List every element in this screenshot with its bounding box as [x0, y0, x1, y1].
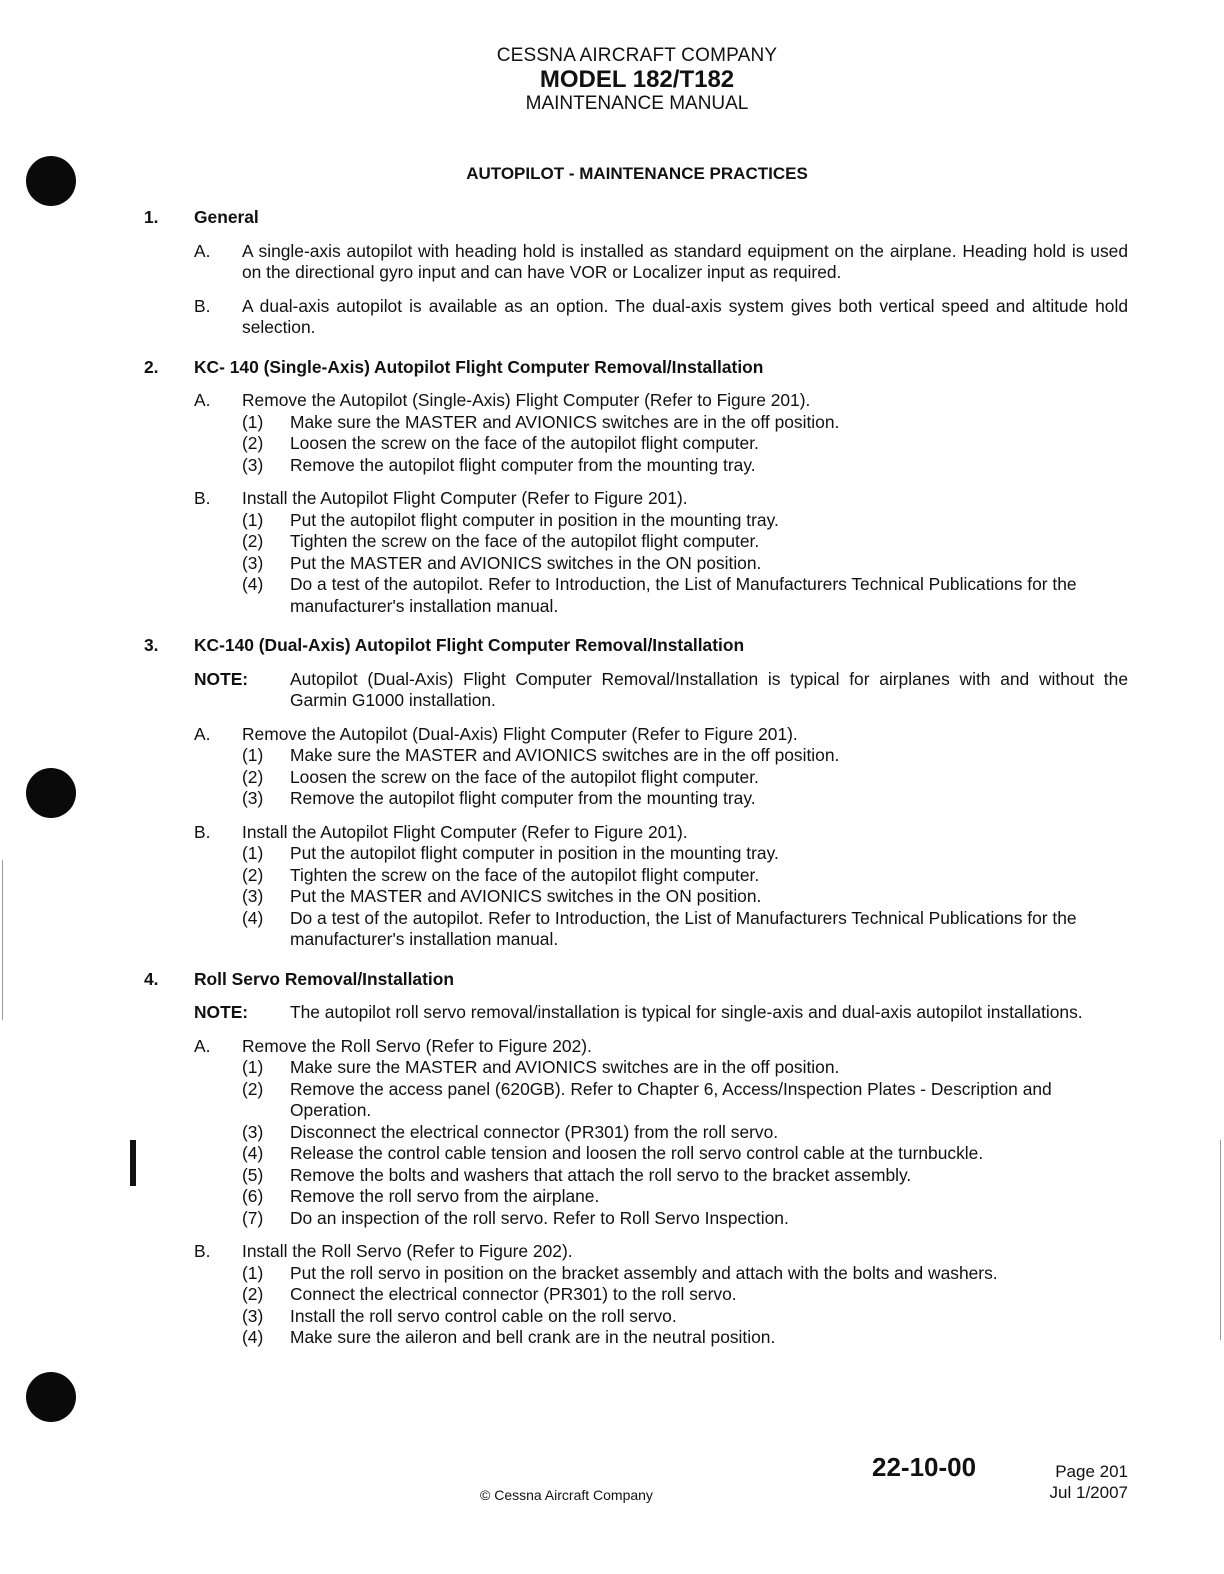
right-edge-mark — [1220, 1140, 1221, 1340]
step — [242, 1306, 1128, 1328]
step-text: Make sure the aileron and bell crank are in the neutral position. — [290, 1327, 776, 1347]
step-text: Make sure the MASTER and AVIONICS switches are in the off position. — [290, 1057, 840, 1077]
paragraph-letter: A. — [194, 240, 211, 261]
step-text: Remove the access panel (620GB). Refer to Chapter 6, Access/Inspection Plates - Description and Operation. — [290, 1078, 1052, 1120]
note-label: NOTE: — [194, 668, 249, 689]
step-number: (4) — [242, 574, 264, 594]
paragraph-text: Remove the Roll Servo (Refer to Figure 202). — [242, 1035, 592, 1056]
step — [242, 1327, 1128, 1349]
section-heading — [144, 207, 1128, 229]
step-text: Tighten the screw on the face of the autopilot flight computer. — [290, 531, 760, 551]
step — [242, 1122, 1128, 1144]
step-number: (1) — [242, 1057, 264, 1077]
section-roll-servo — [144, 969, 1128, 1349]
note — [194, 669, 1128, 712]
step-number: (1) — [242, 1262, 264, 1283]
section-single-axis — [144, 357, 1128, 618]
section-title: Roll Servo Removal/Installation — [194, 968, 454, 989]
paragraph-text: Install the Roll Servo (Refer to Figure 202). — [242, 1241, 573, 1261]
step — [242, 1186, 1128, 1208]
section-heading — [144, 357, 1128, 379]
step-number: (2) — [242, 864, 264, 885]
step-text: Remove the roll servo from the airplane. — [290, 1186, 600, 1206]
step — [242, 767, 1128, 789]
step-number: (1) — [242, 509, 264, 530]
section-dual-axis — [144, 635, 1128, 951]
step-number: (2) — [242, 1284, 264, 1304]
step-text: Remove the autopilot flight computer from the mounting tray. — [290, 454, 756, 475]
section-heading — [144, 969, 1128, 991]
section-number: 2. — [144, 356, 159, 377]
step-number: (1) — [242, 411, 264, 432]
step — [242, 1208, 1128, 1230]
step — [242, 745, 1128, 767]
section-number: 4. — [144, 968, 159, 989]
step — [242, 510, 1128, 532]
revision-change-bar — [130, 1140, 136, 1186]
company-name: CESSNA AIRCRAFT COMPANY — [496, 45, 778, 66]
step-number: (3) — [242, 886, 264, 906]
model-title: MODEL 182/T182 — [539, 66, 735, 93]
section-general — [144, 207, 1128, 339]
step-number: (3) — [242, 1121, 264, 1142]
paragraph-letter: B. — [194, 488, 211, 508]
paragraph-text: A single-axis autopilot with heading hold is installed as standard equipment on the airplane. Heading hold is used on the directional gyro input and can have VOR or Localizer input as required. — [242, 240, 1128, 282]
paragraph — [194, 390, 1128, 476]
page-header — [0, 44, 1224, 115]
step-text: Put the autopilot flight computer in position in the mounting tray. — [290, 843, 779, 863]
step-text: Do a test of the autopilot. Refer to Introduction, the List of Manufacturers Technical Publications for the manufacturer's installation manual. — [290, 907, 1077, 949]
note-text: Autopilot (Dual-Axis) Flight Computer Removal/Installation is typical for airplanes with and without the Garmin G1000 installation. — [290, 668, 1128, 710]
paragraph — [194, 241, 1128, 284]
step-text: Do a test of the autopilot. Refer to Introduction, the List of Manufacturers Technical Publications for the manufacturer's installation manual. — [290, 574, 1077, 616]
step-number: (4) — [242, 1327, 264, 1347]
paragraph-letter: A. — [194, 723, 211, 744]
paragraph — [194, 822, 1128, 951]
step — [242, 1057, 1128, 1079]
step — [242, 1079, 1128, 1122]
step — [242, 455, 1128, 477]
paragraph-text: Remove the Autopilot (Dual-Axis) Flight Computer (Refer to Figure 201). — [242, 723, 798, 744]
section-heading — [144, 635, 1128, 657]
note-label: NOTE: — [194, 1002, 249, 1022]
step — [242, 412, 1128, 434]
section-title: KC- 140 (Single-Axis) Autopilot Flight Computer Removal/Installation — [194, 356, 764, 377]
paragraph-text: Install the Autopilot Flight Computer (Refer to Figure 201). — [242, 488, 688, 508]
page-number: Page 201 — [1055, 1462, 1128, 1481]
step — [242, 574, 1128, 617]
paragraph-letter: B. — [194, 821, 211, 842]
section-title: General — [194, 207, 259, 227]
page-title: AUTOPILOT - MAINTENANCE PRACTICES — [466, 164, 808, 183]
step — [242, 865, 1128, 887]
step-number: (2) — [242, 531, 264, 551]
step — [242, 531, 1128, 553]
step-text: Do an inspection of the roll servo. Refer to Roll Servo Inspection. — [290, 1207, 789, 1228]
step — [242, 1143, 1128, 1165]
paragraph-text: Install the Autopilot Flight Computer (Refer to Figure 201). — [242, 821, 688, 842]
paragraph-text: Remove the Autopilot (Single-Axis) Flight Computer (Refer to Figure 201). — [242, 390, 811, 410]
step-text: Disconnect the electrical connector (PR301) from the roll servo. — [290, 1121, 779, 1142]
step-number: (2) — [242, 766, 264, 787]
step — [242, 1165, 1128, 1187]
step-text: Tighten the screw on the face of the autopilot flight computer. — [290, 864, 760, 885]
paragraph-text: A dual-axis autopilot is available as an option. The dual-axis system gives both vertical speed and altitude hold selection. — [242, 295, 1128, 337]
step — [242, 1284, 1128, 1306]
step-text: Put the roll servo in position on the bracket assembly and attach with the bolts and washers. — [290, 1262, 998, 1283]
step-text: Put the MASTER and AVIONICS switches in the ON position. — [290, 886, 762, 906]
step-number: (7) — [242, 1207, 264, 1228]
step — [242, 553, 1128, 575]
step — [242, 843, 1128, 865]
step-text: Loosen the screw on the face of the autopilot flight computer. — [290, 766, 759, 787]
paragraph-letter: B. — [194, 1241, 211, 1261]
step — [242, 433, 1128, 455]
section-number: 3. — [144, 635, 159, 655]
step-number: (1) — [242, 843, 264, 863]
section-number: 1. — [144, 207, 159, 227]
paragraph — [194, 296, 1128, 339]
step-number: (6) — [242, 1186, 264, 1206]
paragraph — [194, 488, 1128, 617]
step-text: Put the MASTER and AVIONICS switches in the ON position. — [290, 552, 762, 573]
paragraph-letter: A. — [194, 1035, 211, 1056]
binder-hole-middle — [26, 768, 76, 818]
step-text: Connect the electrical connector (PR301) to the roll servo. — [290, 1284, 737, 1304]
step-number: (5) — [242, 1164, 264, 1185]
section-title: KC-140 (Dual-Axis) Autopilot Flight Computer Removal/Installation — [194, 635, 745, 655]
binder-hole-bottom — [26, 1372, 76, 1422]
step-text: Install the roll servo control cable on the roll servo. — [290, 1305, 677, 1326]
step-number: (4) — [242, 1143, 264, 1163]
step-text: Remove the bolts and washers that attach the roll servo to the bracket assembly. — [290, 1164, 912, 1185]
step-number: (2) — [242, 433, 264, 453]
paragraph-letter: B. — [194, 295, 211, 316]
step — [242, 788, 1128, 810]
step-number: (2) — [242, 1078, 264, 1099]
manual-title: MAINTENANCE MANUAL — [525, 93, 749, 114]
step-number: (1) — [242, 745, 264, 765]
chapter-code: 22-10-00 — [872, 1452, 977, 1482]
step-text: Release the control cable tension and loosen the roll servo control cable at the turnbuckle. — [290, 1143, 984, 1163]
step-text: Make sure the MASTER and AVIONICS switches are in the off position. — [290, 411, 840, 432]
step — [242, 886, 1128, 908]
step-number: (3) — [242, 454, 264, 475]
document-body — [144, 207, 1128, 1367]
step-number: (3) — [242, 788, 264, 808]
note — [194, 1002, 1128, 1024]
step-text: Remove the autopilot flight computer from the mounting tray. — [290, 788, 756, 808]
step — [242, 908, 1128, 951]
note-text: The autopilot roll servo removal/installation is typical for single-axis and dual-axis autopilot installations. — [290, 1002, 1083, 1022]
step-text: Loosen the screw on the face of the autopilot flight computer. — [290, 433, 759, 453]
copyright-notice: © Cessna Aircraft Company — [480, 1487, 653, 1503]
step-number: (3) — [242, 1305, 264, 1326]
revision-date: Jul 1/2007 — [1049, 1483, 1128, 1502]
step-text: Make sure the MASTER and AVIONICS switches are in the off position. — [290, 745, 840, 765]
step-number: (4) — [242, 907, 264, 928]
page-info — [1040, 1461, 1128, 1503]
step-text: Put the autopilot flight computer in position in the mounting tray. — [290, 509, 779, 530]
step-number: (3) — [242, 552, 264, 573]
paragraph — [194, 1036, 1128, 1230]
paragraph — [194, 1241, 1128, 1349]
left-edge-mark — [2, 860, 3, 1020]
step — [242, 1263, 1128, 1285]
paragraph — [194, 724, 1128, 810]
paragraph-letter: A. — [194, 390, 211, 410]
